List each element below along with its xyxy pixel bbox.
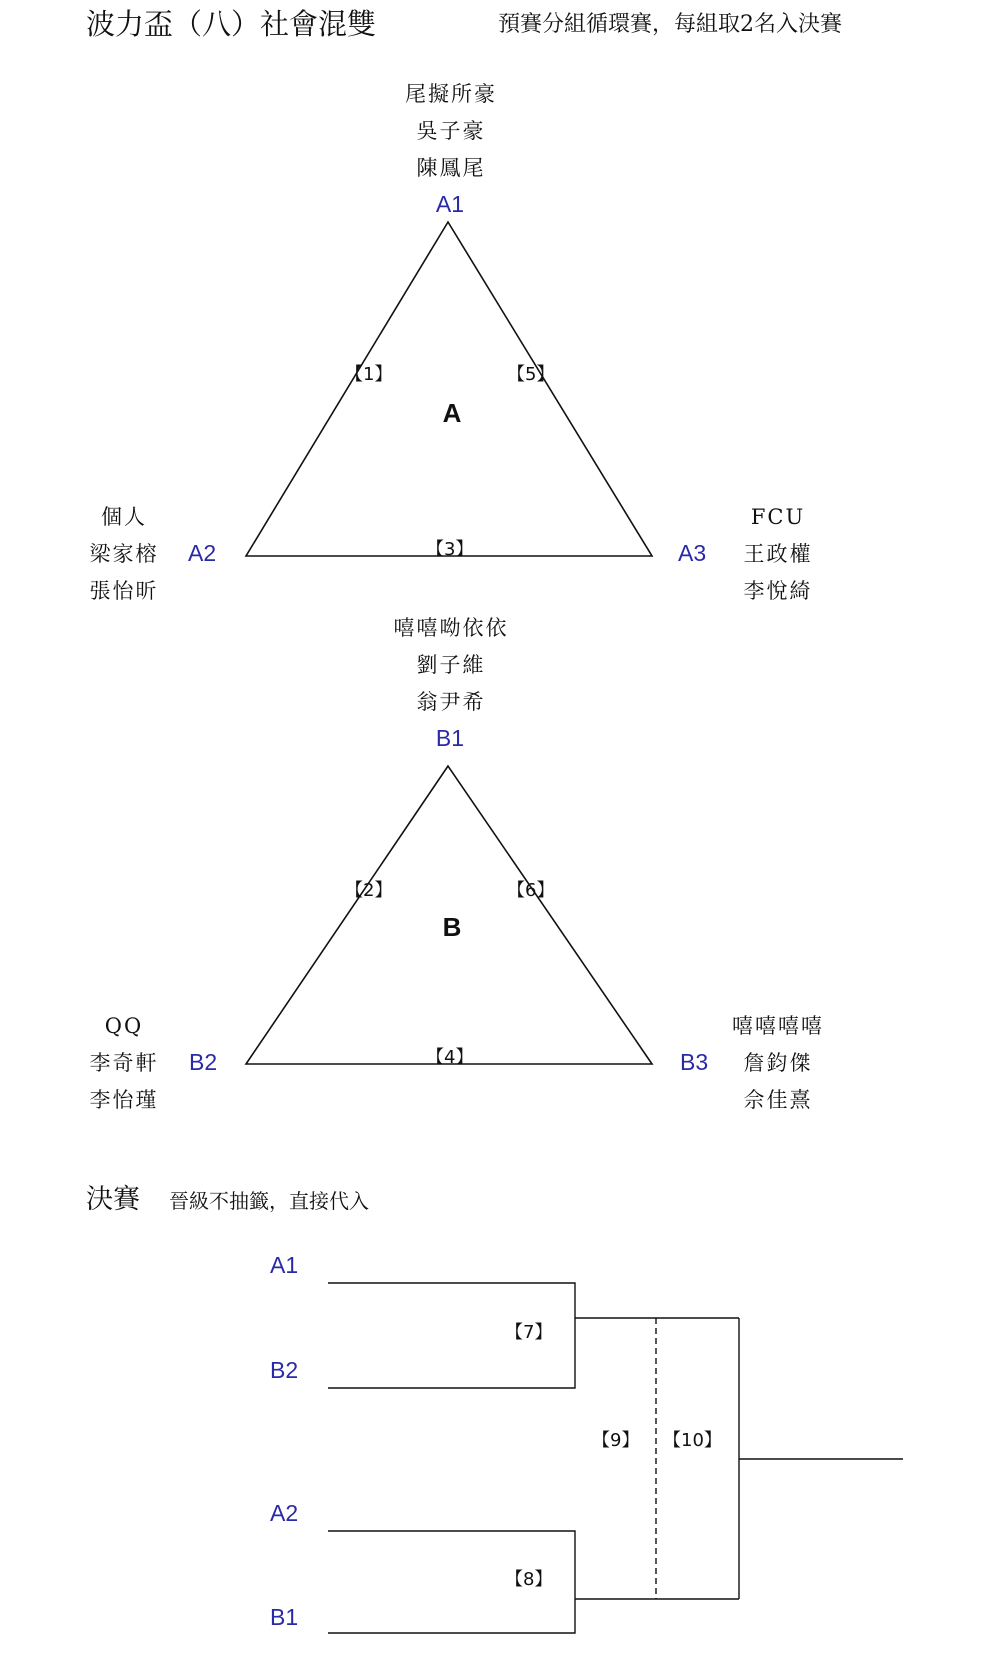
group-b-match-bottom: 【4】: [426, 1047, 474, 1068]
finals-slot-b2: B2: [270, 1357, 299, 1383]
group-a-match-left: 【1】: [345, 364, 393, 385]
finals-note: 晉級不抽籤，直接代入: [169, 1189, 369, 1213]
finals-slot-a1: A1: [270, 1252, 299, 1278]
group-b-seat3-player1: 詹鈞傑: [743, 1051, 813, 1075]
group-a-seat2-team: 個人: [101, 505, 147, 529]
group-a-seat3-label: A3: [678, 540, 707, 566]
finals-match-10: 【10】: [663, 1430, 722, 1451]
group-a-triangle: [246, 222, 652, 556]
group-a-seat3-player1: 王政權: [743, 542, 813, 566]
group-a-seat1-team: 尾擬所豪: [405, 82, 497, 106]
finals-slot-a2: A2: [270, 1500, 299, 1526]
group-b-seat1-player1: 劉子維: [416, 653, 486, 677]
group-b-seat3-team: 嘻嘻嘻嘻: [732, 1014, 824, 1038]
group-b-seat1-label: B1: [435, 725, 465, 751]
group-a-seat1-player1: 吳子豪: [416, 119, 486, 143]
group-a-seat2-player1: 梁家榕: [89, 542, 159, 566]
group-a-seat1-player2: 陳鳳尾: [416, 156, 486, 180]
group-b-match-right: 【6】: [507, 880, 555, 901]
finals-title: 決賽: [86, 1184, 140, 1215]
group-b-seat2-label: B2: [189, 1049, 218, 1075]
finals-match-8: 【8】: [505, 1569, 553, 1590]
group-b-seat1-player2: 翁尹希: [416, 690, 486, 714]
finals-bracket: [328, 1283, 903, 1633]
finals-slot-b1: B1: [270, 1604, 299, 1630]
group-a-seat3-team: FCU: [750, 505, 806, 529]
group-b-seat3-player2: 佘佳熹: [743, 1088, 813, 1112]
group-b-seat2-player1: 李奇軒: [89, 1051, 159, 1075]
page-title: 波力盃（八）社會混雙: [86, 7, 377, 41]
finals-match-9: 【9】: [592, 1430, 640, 1451]
group-b-match-left: 【2】: [345, 880, 393, 901]
finals-match-7: 【7】: [505, 1322, 553, 1343]
group-a-match-bottom: 【3】: [426, 539, 474, 560]
group-a-match-right: 【5】: [507, 364, 555, 385]
group-a-seat1-label: A1: [435, 191, 465, 217]
group-b-label: B: [442, 912, 462, 942]
group-a-seat3-player2: 李悅綺: [743, 579, 813, 603]
group-b-seat2-team: QQ: [104, 1014, 144, 1038]
group-a-seat2-player2: 張怡昕: [89, 579, 159, 603]
group-b-seat2-player2: 李怡瑾: [89, 1088, 159, 1112]
group-a-seat2-label: A2: [188, 540, 217, 566]
group-a-label: A: [442, 398, 462, 428]
group-b-seat3-label: B3: [680, 1049, 709, 1075]
group-b-seat1-team: 嘻嘻呦依依: [393, 616, 509, 640]
page-subtitle: 預賽分組循環賽，每組取2名入決賽: [498, 12, 842, 37]
